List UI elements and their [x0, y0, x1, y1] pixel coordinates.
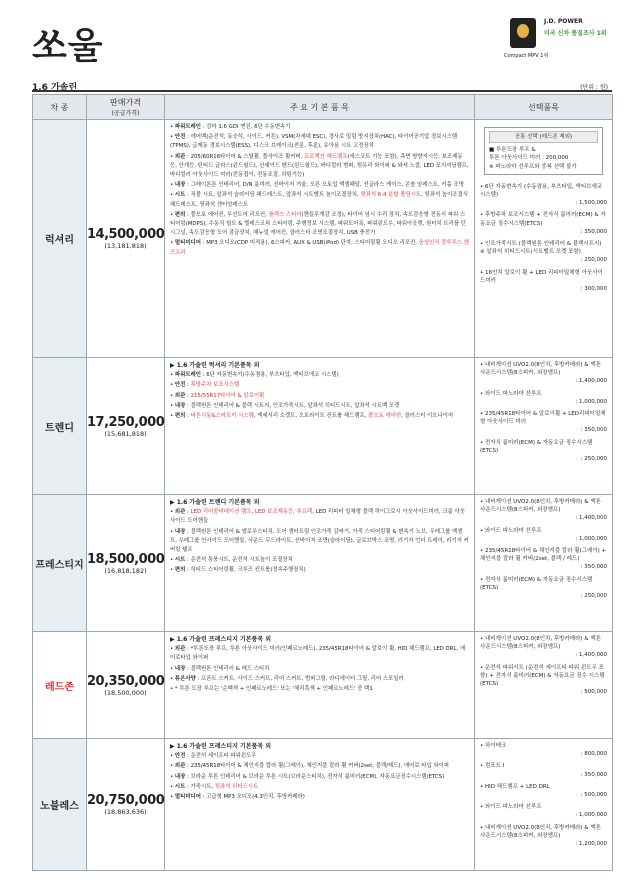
option-item: [480, 211, 607, 236]
feature-key: 편의: [174, 211, 186, 218]
option-item: [480, 803, 607, 819]
option-item: [480, 742, 607, 758]
header-features: 주 요 기 본 품 목: [165, 95, 475, 120]
option-desc: • 와이드 파노라마 선루프: [480, 390, 542, 397]
feature-key: 안전: [174, 382, 186, 389]
trim-name: 레드존: [33, 632, 87, 739]
option-item: [480, 824, 607, 849]
feature-item: • 안전 : 운전석 세이프티 파워윈도우: [170, 753, 257, 760]
option-item: [480, 183, 607, 208]
price-table: [32, 94, 613, 871]
common-option-line: ※ 파노라마 선루프와 중복 선택 불가: [489, 163, 577, 170]
feature-heading: ▶ 1.6 가솔린 프레스티지 기본품목 외: [170, 743, 272, 750]
option-price: : 350,000: [580, 228, 607, 235]
option-price: : 300,000: [580, 286, 607, 293]
option-price: : 800,000: [580, 751, 607, 758]
option-desc: • 16인치 알로이 휠 + LED 리피터일체형 아웃사이드미러: [480, 269, 603, 284]
option-desc: • 전자식 룸미러(ECM) & 자동요금 징수시스템(ETCS): [480, 439, 593, 454]
feature-highlight: 음성인식 블루투스 핸즈프리: [170, 240, 469, 256]
feature-item: • * 투톤 도장 루프는 '순백색 + 인페르노레드' 또는 '체리흑색 + 인페르노레드' 중 택1: [170, 686, 373, 693]
price-cell: [87, 495, 165, 632]
unit-label: (단위 : 원): [580, 84, 608, 91]
feature-key: 멀티미디어: [174, 240, 201, 247]
supply-price: (16,818,182): [104, 566, 147, 575]
option-desc: • 235/45R18타이어 & 알로이휠 + LED리피터일체형 아웃사이드 미러: [480, 411, 606, 426]
feature-key: 시트: [174, 783, 186, 790]
option-list: [475, 632, 613, 739]
feature-key: 외관: [174, 153, 186, 160]
feature-highlight: 프로젝션 헤드램프: [304, 153, 348, 160]
option-item: [480, 410, 607, 435]
sale-price: 20,350,000: [87, 673, 165, 689]
feature-item: • 내장 : 그레이톤톤 인테리어, D/N 룸미러, 선바이저 거울, 오픈 오토업 액셀패달, 선글라스 케이스, 콘솔 암레스트, 키홀 조명: [170, 182, 464, 189]
option-price: : 250,000: [580, 456, 607, 463]
option-desc: • 운전석 파워시트 (운전석 세이프티 파워 윈도우 포함) + 전자식 룸미러(ECM) & 자동요금 징수 시스템(ETCS): [480, 664, 605, 688]
feature-item: • 편의 : 히티드 스티어링휠, 크루즈 컨트롤(정속주행장치): [170, 567, 306, 574]
feature-item: • 파워트레인 : 6단 자동변속기(수동겸용, 부츠타입, 액티브에코 시스템): [170, 372, 339, 379]
common-option-title: 공통 선택 (레드존 제외): [489, 131, 598, 143]
feature-key: 파워트레인: [174, 372, 201, 379]
option-desc: • 후방주차 보조시스템 + 전자식 룸미러(ECM) & 자동요금 징수시스템(ETCS): [480, 212, 606, 227]
table-row: [33, 632, 613, 739]
feature-item: • 내장 : 블랙원톤 인테리어 & 레드 스티치: [170, 665, 270, 672]
feature-item: • 내장 : 블랙원톤 인테리어 & 엘로우스티치, 도어 센터트림 인조가죽 감싸기, 가죽 스티어링휠 & 변속기 노브, 우레그룹 액센트, 우레그룹 인사이드 도어핸들, 사운드 무드라이트, 선바이저 조명(슬라이딩), 글로브박스 조명, 러기지 언더 트레이, 러기지 커버링 쉘프: [170, 528, 469, 554]
feature-item: • 시트 : 직물 시트, 앞좌석 슬라이딩 헤드레스트, 앞좌석 시트벨트 높이조절장치, 뒷좌석 6:4 분할 폴딩시트, 뒷좌석 높이조절식 헤드레스트, 뒷좌석 센터암레스트: [170, 192, 468, 208]
feature-highlight: 버튼시동&스마트키 시스템: [190, 413, 254, 420]
table-row: [33, 358, 613, 495]
supply-price: (18,500,000): [104, 688, 147, 697]
option-list: [475, 739, 613, 871]
feature-list: [165, 739, 475, 871]
feature-item: • 멀티미디어 : MP3 오디오(CDP 미적용), 6스피커, AUX & USB(iPod) 단자, 스티어링휠 오디오 리모컨, 음성인식 블루투스 핸즈프리: [170, 240, 469, 256]
option-item: [480, 576, 607, 601]
feature-highlight: LED 보조제동등, 루프랙: [254, 509, 313, 516]
feature-key: 내장: [174, 402, 186, 409]
option-list: [475, 358, 613, 495]
header-options: 선택품목: [475, 95, 613, 120]
feature-key: 외관: [174, 509, 186, 516]
option-desc: • 와이드 파노라마 선루프: [480, 804, 542, 811]
feature-item: • 편의 : 풀오토 에어컨, 무선도어 리모컨, 플렉스 스티어(핸들무게감 조정), 타이어 임시 수리 장치, 속도감응형 전동식 파워 스티어링(MDPS), 수동식 틸트 & 텔레스코픽 스티어링, 주행정보 시스템, 파워도어록, 파워윈도우, 파워아웃렛, 원터치 트리플 턴 시그널, 속도감응형 도어 잠금장치, 매뉴얼 에어컨, 클러스터 조명조절장치, USB 충전기: [170, 211, 466, 237]
option-price: : 500,000: [580, 792, 607, 799]
feature-list: [165, 358, 475, 495]
table-row: [33, 739, 613, 871]
feature-key: 파워트레인: [174, 124, 201, 130]
trim-name: 노블레스: [33, 739, 87, 871]
option-price: : 250,000: [580, 593, 607, 600]
feature-highlight: 플렉스 스티어: [268, 211, 302, 218]
feature-key: 내장: [174, 665, 186, 672]
feature-list: [165, 495, 475, 632]
option-desc: • 235/45R18타이어 & 채인지블 칼라 휠(그레이) + 체인지블 칼라 휠 커버(2set, 블랙 / 레드): [480, 548, 607, 563]
feature-key: 내장: [174, 182, 186, 189]
table-row: [33, 120, 613, 358]
common-option-box: [484, 127, 603, 175]
feature-item: • 외관 : 205/60R16타이어 & 스틸휠, 풀사이즈 휠커버, 프로젝션 헤드램프(에스코트 기능 포함), 측면 방향지시등, 보조제동등, 안개등, 틴티드 글라스(윈드쉴드), 선셰이드 밴드(윈드쉴드), 바디컬러 범퍼, 뒷유리 와이퍼 & 와셔 노즐, LED 포지셔닝램프, 바디컬러 아웃사이드 미러(전동접이, 전동조절, 히팅기능): [170, 153, 469, 179]
feature-key: 외관: [174, 763, 186, 770]
option-price: : 500,000: [580, 689, 607, 696]
option-item: [480, 527, 607, 543]
option-price: : 1,500,000: [575, 200, 607, 207]
option-item: [480, 762, 607, 778]
feature-item: • 튜온사양 : 프론트 스커트, 사이드 스커트, 리어 스커트, 범퍼그릴, 라디에이터 그릴, 리어 스포일러: [170, 675, 404, 682]
feature-highlight: 뒷좌석 히티드시트: [214, 783, 259, 790]
feature-key: 시트: [174, 192, 186, 199]
feature-item: • 외관 : *투톤도장 루프, 투톤 아웃사이드 미러(인페르노레드), 235/45R18타이어 & 알로이 휠, HID 헤드램프, LED DRL, 에어로타입 와이퍼: [170, 646, 466, 662]
feature-item: • 시트 : 가죽시트, 뒷좌석 히티드시트: [170, 783, 259, 790]
option-price: : 1,200,000: [575, 841, 607, 848]
option-desc: • 컴포트 I: [480, 763, 505, 770]
feature-key: 시트: [174, 557, 186, 564]
feature-list: [165, 632, 475, 739]
trim-name: 프레스티지: [33, 495, 87, 632]
trim-name: 럭셔리: [33, 120, 87, 358]
price-cell: [87, 358, 165, 495]
feature-key: 안전: [174, 134, 186, 141]
feature-key: 편의: [174, 413, 186, 420]
trim-name: 트렌디: [33, 358, 87, 495]
option-list: [475, 495, 613, 632]
option-desc: • 6단 자동변속기 (수동겸용, 부츠타입, 액티브에코 시스템): [480, 183, 603, 199]
feature-heading: ▶ 1.6 가솔린 럭셔리 기본품목 외: [170, 362, 260, 369]
option-price: : 1,400,000: [575, 652, 607, 659]
feature-highlight: LED 리어콤비네이션 램프: [190, 509, 252, 516]
option-desc: • 내비게이션 UVO2.0(8인치, 후방카메라) & 액톤 사운드시스템(8스피커, 외장앰프): [480, 636, 601, 651]
feature-highlight: 후방주차 보조시스템: [190, 382, 240, 389]
jd-line2: 미국 신차 품질조사 1위: [544, 30, 607, 37]
feature-key: 편의: [174, 567, 186, 574]
feature-highlight: 풀오토 에어컨: [368, 413, 402, 420]
supply-price: (13,181,818): [104, 242, 147, 250]
sale-price: 14,500,000: [87, 227, 165, 242]
option-desc: • 와이드 파노라마 선루프: [480, 527, 542, 534]
feature-item: • 외관 : 235/45R18타이어 & 체인지블 칼라 휠(그레이), 체인지블 칼라 휠 커버(2set, 블랙/레드), 에어로 타입 와이퍼: [170, 763, 449, 770]
price-cell: [87, 632, 165, 739]
engine-subtitle: 1.6 가솔린: [32, 83, 78, 93]
jd-line1: J.D. POWER: [544, 18, 583, 25]
option-price: : 350,000: [580, 427, 607, 434]
option-price: : 250,000: [580, 257, 607, 264]
feature-item: • 편의 : 버튼시동&스마트키 시스템, 엑세서리 소켓트, 오토라이트 컨트롤 헤드램프, 풀오토 에어컨, 클러스터 이오나이저: [170, 413, 454, 420]
feature-key: 외관: [174, 392, 186, 399]
option-desc: • 전자식 룸미러(ECM) & 자동요금 징수시스템(ETCS): [480, 576, 593, 591]
option-item: [480, 439, 607, 464]
option-price: : 1,000,000: [575, 535, 607, 542]
option-desc: • 하이테크: [480, 743, 507, 749]
feature-item: • 내장 : 브라운 투톤 인테리어 & 브라운 투톤 시트(브라운스티치), 전자식 룸미러(ECM), 자동요금징수시스템(ETCS): [170, 773, 445, 780]
table-header: [33, 95, 613, 120]
sale-price: 17,250,000: [87, 414, 165, 430]
feature-highlight: 215/55R17타이어 & 알로이휠: [190, 392, 265, 399]
option-price: : 1,000,000: [575, 812, 607, 819]
trophy-icon: [510, 18, 536, 48]
option-item: [480, 361, 607, 386]
feature-item: • 외관 : 215/55R17타이어 & 알로이휠: [170, 392, 265, 399]
option-item: [480, 783, 607, 799]
option-item: [480, 269, 607, 294]
option-desc: • HID 헤드램프 + LED DRL: [480, 783, 550, 790]
option-item: [480, 547, 607, 572]
feature-key: 튜온사양: [174, 675, 196, 682]
feature-heading: ▶ 1.6 가솔린 프레스티지 기본품목 외: [170, 636, 272, 643]
feature-item: • 시트 : 운전석 통풍시트, 운전석 시트높이 조절장치: [170, 557, 293, 564]
supply-price: (18,863,636): [104, 808, 147, 816]
option-price: : 350,000: [580, 564, 607, 571]
option-desc: • 내비게이션 UVO2.0(8인치, 후방카메라) & 액톤 사운드시스템(8스피커, 외장앰프): [480, 824, 601, 839]
supply-price: (15,681,818): [104, 429, 147, 438]
header-price-sub: (공급가격): [111, 110, 140, 117]
sale-price: 20,750,000: [87, 793, 165, 808]
option-price: : 350,000: [580, 771, 607, 778]
table-row: [33, 495, 613, 632]
feature-highlight: 뒷좌석 6:4 분할 폴딩시트: [360, 192, 422, 199]
feature-key: 내장: [174, 528, 186, 535]
option-desc: • 내비게이션 UVO2.0(8인치, 후방카메라) & 액톤 사운드시스템(8스피커, 외장앰프): [480, 499, 601, 514]
price-cell: [87, 120, 165, 358]
feature-item: • 내장 : 블랙원톤 인테리어 & 블랙 시트지, 인조가죽시트, 앞좌석 히티드시트, 앞좌석 시트백 포켓: [170, 402, 400, 409]
feature-key: 안전: [174, 753, 186, 760]
option-item: [480, 240, 607, 265]
jd-line3: Compact MPV 1위: [504, 53, 549, 59]
option-price: : 1,000,000: [575, 398, 607, 405]
option-item: [480, 498, 607, 523]
feature-list: [165, 120, 475, 358]
feature-heading: ▶ 1.6 가솔린 트렌디 기본품목 외: [170, 499, 260, 506]
header-price: [87, 95, 165, 120]
header-price-label: 판매가격: [110, 98, 141, 107]
price-cell: [87, 739, 165, 871]
common-option-line: 투톤 아웃사이드 미러 : 200,000: [489, 155, 569, 162]
feature-item: • 멀티미디어 : 고급형 MP3 오디오(4.3인치, 후방카메라): [170, 794, 305, 801]
option-price: : 1,400,000: [575, 515, 607, 522]
option-price: : 1,400,000: [575, 378, 607, 385]
header-trim: 차 종: [33, 95, 87, 120]
jd-power-badge: [504, 14, 620, 66]
sale-price: 18,500,000: [87, 551, 165, 567]
feature-key: 외관: [174, 646, 186, 653]
option-desc: • 인조가죽시트 (블랙원톤 인테리어 & 블랙시트지) ※ 앞좌석 히티드시트(시트벨트 포켓 포함): [480, 241, 602, 256]
option-item: [480, 390, 607, 406]
common-option-line: ■ 투톤도장 루프 &: [489, 147, 536, 154]
option-list: [475, 120, 613, 358]
option-item: [480, 635, 607, 660]
divider: [32, 90, 612, 92]
feature-item: • 외관 : LED 리어콤비네이션 램프, LED 보조제동등, 루프랙, LED 리피터 일체형 블랙 하이그로시 아웃사이드미러, 크롬 아웃사이드 도어핸들: [170, 509, 465, 525]
feature-key: 내장: [174, 773, 186, 780]
feature-item: • 안전 : 에어백(운전석, 동승석, 사이드, 커튼), VSM(차세대 ESC), 경사로 밀림 방지장치(HAC), 타이어공기압 경보시스템(TPMS), 급제동 경보시스템(ESS), 디스크 브레이크(전륜, 후륜), 유아용 시트 고정장치: [170, 134, 458, 150]
feature-item: • 파워트레인 : 감마 1.6 GDI 엔진, 6단 수동변속기: [170, 124, 291, 130]
feature-key: 멀티미디어: [174, 794, 201, 801]
option-item: [480, 664, 607, 697]
page-title: 쏘울: [32, 26, 104, 67]
option-desc: • 내비게이션 UVO2.0(8인치, 후방카메라) & 액톤 사운드시스템(8스피커, 외장앰프): [480, 362, 601, 377]
feature-item: • 안전 : 후방주차 보조시스템: [170, 382, 240, 389]
